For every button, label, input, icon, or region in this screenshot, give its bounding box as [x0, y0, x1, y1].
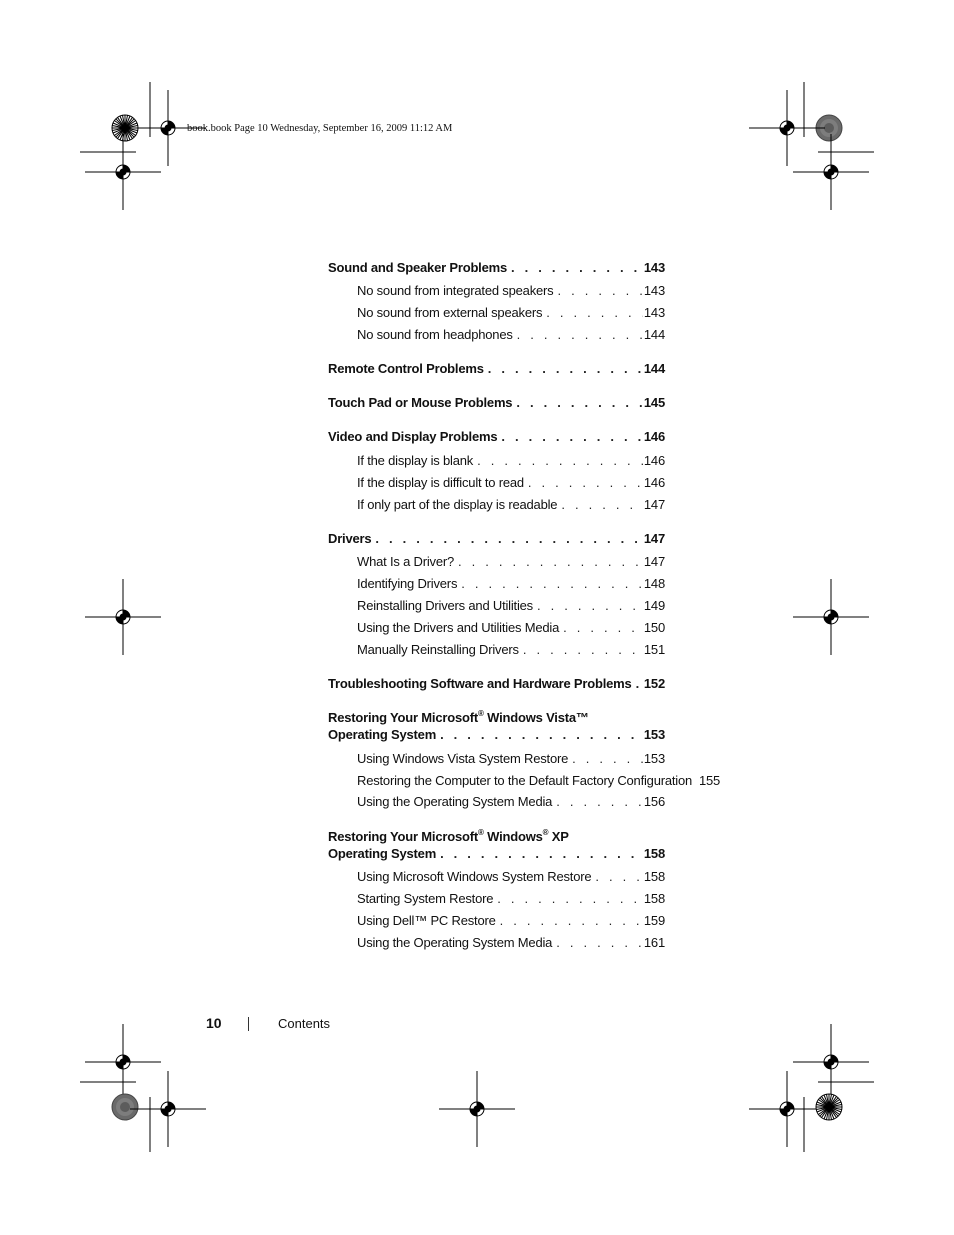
- page-number: 146: [643, 453, 665, 468]
- toc-entry-touchpad[interactable]: Touch Pad or Mouse Problems . . . 145: [328, 394, 665, 412]
- page-number: 153: [643, 751, 665, 766]
- toc-subentry[interactable]: Using the Operating System Media . . . 161: [328, 934, 665, 952]
- page-number: 150: [643, 620, 665, 635]
- page-number: 158: [643, 846, 665, 861]
- page-number: 144: [643, 327, 665, 342]
- toc-entry-sound[interactable]: Sound and Speaker Problems . . . 143: [328, 259, 665, 277]
- toc-entry-troubleshooting[interactable]: Troubleshooting Software and Hardware Problems . . . 152: [328, 675, 665, 693]
- page-number: 147: [643, 531, 665, 546]
- page-number: 155: [698, 773, 721, 788]
- toc-entry-xp[interactable]: Operating System . . . 158: [328, 845, 665, 863]
- toc-subentry[interactable]: If the display is blank . . . 146: [328, 452, 665, 470]
- toc-subentry[interactable]: No sound from headphones . . . 144: [328, 326, 665, 344]
- page-number: 153: [643, 727, 665, 742]
- page-number: 151: [643, 642, 665, 657]
- toc-subentry[interactable]: Starting System Restore . . . 158: [328, 890, 665, 908]
- page-number: 158: [643, 891, 665, 906]
- page-number: 147: [643, 554, 665, 569]
- page-number: 156: [643, 794, 665, 809]
- page-number: 148: [643, 576, 665, 591]
- toc-subentry[interactable]: Manually Reinstalling Drivers . . . 151: [328, 641, 665, 659]
- toc-entry-vista[interactable]: Operating System . . . 153: [328, 726, 665, 744]
- toc-subentry[interactable]: Using the Drivers and Utilities Media . . . 150: [328, 619, 665, 637]
- page-number: 146: [643, 429, 665, 444]
- toc-subentry[interactable]: If only part of the display is readable . . . 147: [328, 496, 665, 514]
- toc-subentry[interactable]: Reinstalling Drivers and Utilities . . . 149: [328, 597, 665, 615]
- toc-subentry[interactable]: Using the Operating System Media . . . 156: [328, 793, 665, 811]
- toc-entry-vista-line1[interactable]: Restoring Your Microsoft® Windows Vista™: [328, 708, 589, 725]
- toc-subentry[interactable]: No sound from integrated speakers . . . 143: [328, 282, 665, 300]
- footer-page-number: 10: [206, 1015, 222, 1031]
- toc-subentry[interactable]: What Is a Driver? . . . 147: [328, 553, 665, 571]
- page-number: 161: [643, 935, 665, 950]
- toc-subentry[interactable]: No sound from external speakers . . . 143: [328, 304, 665, 322]
- page-number: 146: [643, 475, 665, 490]
- toc-subentry[interactable]: Using Microsoft Windows System Restore . . . 158: [328, 868, 665, 886]
- page-number: 158: [643, 869, 665, 884]
- page-number: 152: [643, 676, 665, 691]
- print-header: book.book Page 10 Wednesday, September 16, 2009 11:12 AM: [187, 123, 453, 134]
- page-number: 143: [643, 283, 665, 298]
- page-number: 143: [643, 305, 665, 320]
- toc-entry-remote[interactable]: Remote Control Problems . . . 144: [328, 360, 665, 378]
- page-number: 149: [643, 598, 665, 613]
- toc-entry-xp-line1[interactable]: Restoring Your Microsoft® Windows® XP: [328, 827, 569, 844]
- toc-entry-drivers[interactable]: Drivers . . . 147: [328, 530, 665, 548]
- page-number: 143: [643, 260, 665, 275]
- page-number: 147: [643, 497, 665, 512]
- toc-subentry[interactable]: If the display is difficult to read . . . 146: [328, 474, 665, 492]
- toc-subentry[interactable]: Using Windows Vista System Restore . . . 153: [328, 750, 665, 768]
- footer-section-label: Contents: [278, 1016, 331, 1031]
- page-number: 145: [643, 395, 665, 410]
- toc-subentry[interactable]: Identifying Drivers . . . 148: [328, 575, 665, 593]
- toc-entry-video[interactable]: Video and Display Problems . . . 146: [328, 428, 665, 446]
- toc-subentry[interactable]: Using Dell™ PC Restore . . . 159: [328, 912, 665, 930]
- toc-subentry[interactable]: Restoring the Computer to the Default Factory Configuration 155: [357, 773, 721, 788]
- page-number: 159: [643, 913, 665, 928]
- footer-divider: [248, 1017, 249, 1031]
- page-number: 144: [643, 361, 665, 376]
